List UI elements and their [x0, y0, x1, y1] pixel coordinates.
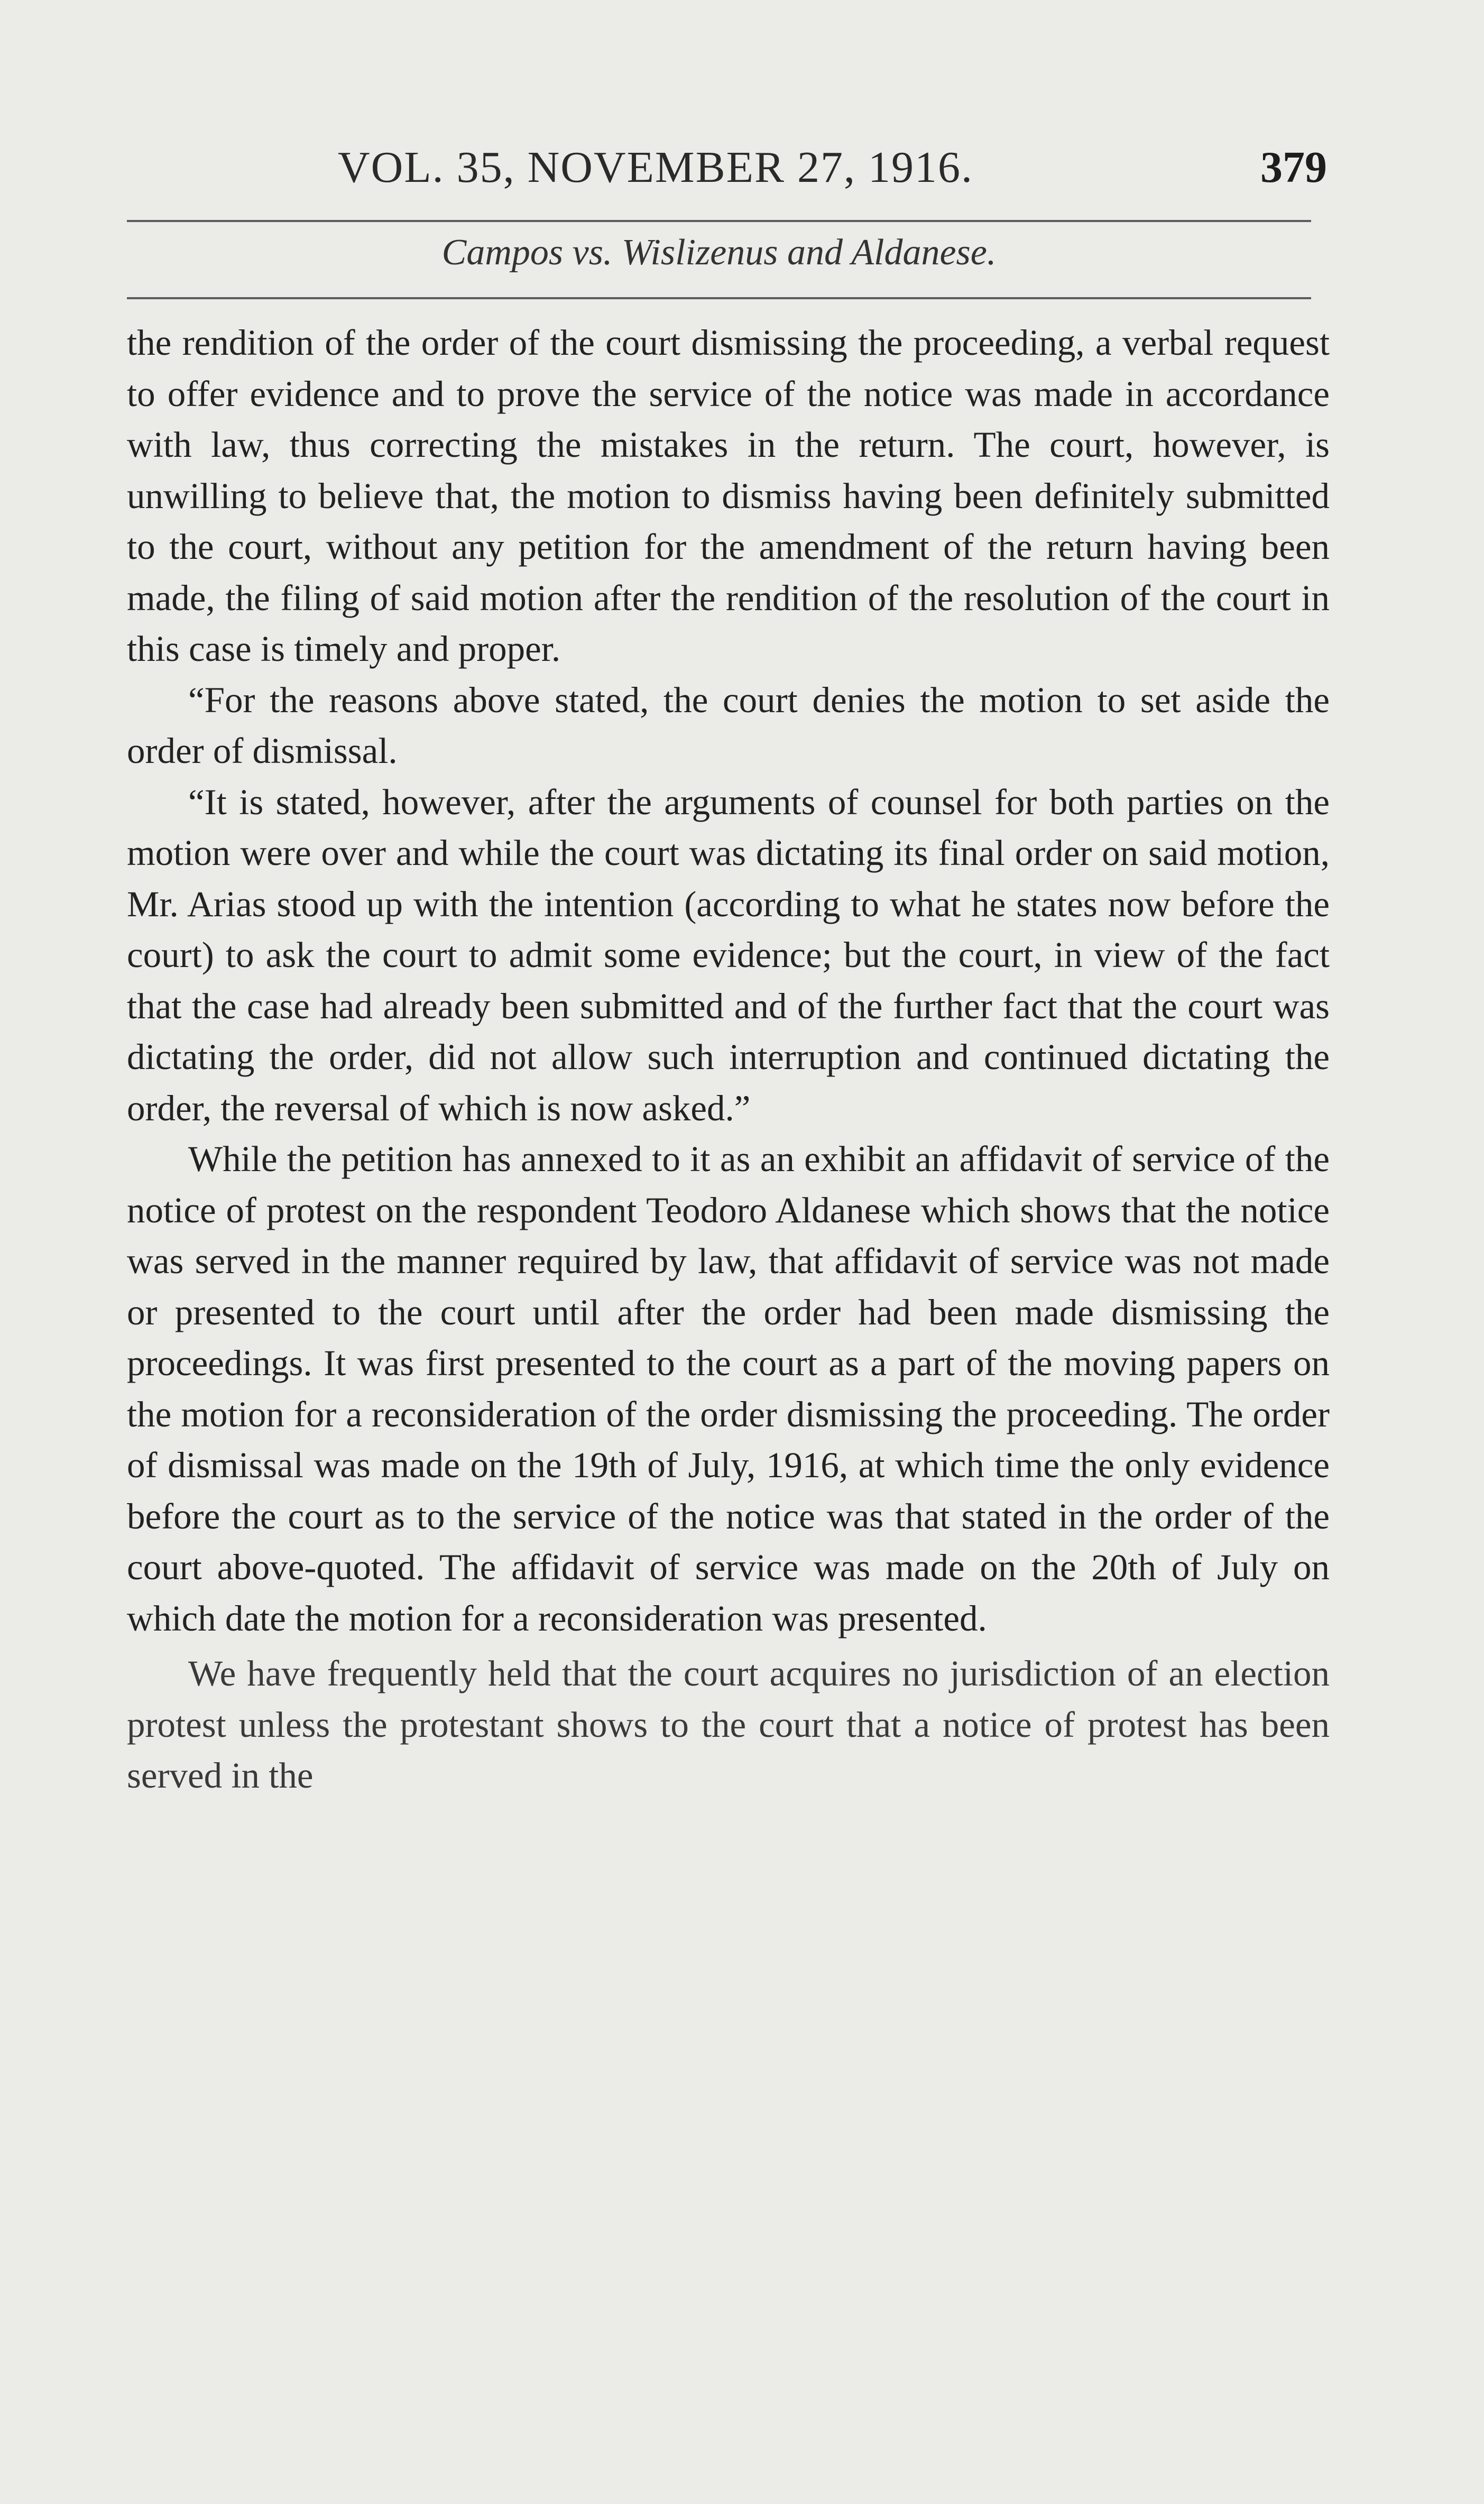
paragraph-2: “For the reasons above stated, the court denies the motion to set aside the order of dismissal. — [127, 679, 1330, 771]
case-title: Campos vs. Wislizenus and Aldanese. — [441, 232, 997, 273]
page-number: 379 — [1260, 143, 1327, 192]
header-rule-bottom — [127, 297, 1311, 299]
paragraph-1: the rendition of the order of the court dismissing the proceeding, a verbal request to offer evidence and to prove the service of the notice was made in accordance with law, thus correcting the mistakes in the return. The court, however, is unwilling to believe that, the motion to dismiss having been definitely submitted to the court, without any petition for the amendment of the return having been made, the filing of said motion after the rendition of the resolution of the court in this case is timely and proper. — [127, 323, 1330, 669]
header-rule-top — [127, 220, 1311, 222]
paragraph-4: While the petition has annexed to it as an exhibit an affidavit of service of the notice of protest on the respondent Teodoro Aldanese which shows that the notice was served in the manner required by law, that affidavit of service was not made or presented to the court until after the order had been made dismissing the proceedings. It was first presented to the court as a part of the moving papers on the motion for a reconsideration of the order dismissing the proceeding. The order of dismissal was made on the 19th of July, 1916, at which time the only evidence before the court as to the service of the notice was that stated in the order of the court above-quoted. The affidavit of service was made on the 20th of July on which date the motion for a reconsideration was presented. — [127, 1139, 1330, 1638]
running-head — [127, 142, 1327, 200]
body-text — [127, 317, 1330, 1801]
running-title: VOL. 35, NOVEMBER 27, 1916. — [338, 143, 973, 192]
paragraph-5: We have frequently held that the court acquires no jurisdiction of an election protest unless the protestant shows to the court that a notice of protest has been served in the — [127, 1653, 1330, 1796]
paragraph-3: “It is stated, however, after the arguments of counsel for both parties on the motion were over and while the court was dictating its final order on said motion, Mr. Arias stood up with the intention (according to what he states now before the court) to ask the court to admit some evidence; but the court, in view of the fact that the case had already been submitted and of the further fact that the court was dictating the order, did not allow such interruption and continued dictating the order, the reversal of which is now asked.” — [127, 781, 1330, 1128]
